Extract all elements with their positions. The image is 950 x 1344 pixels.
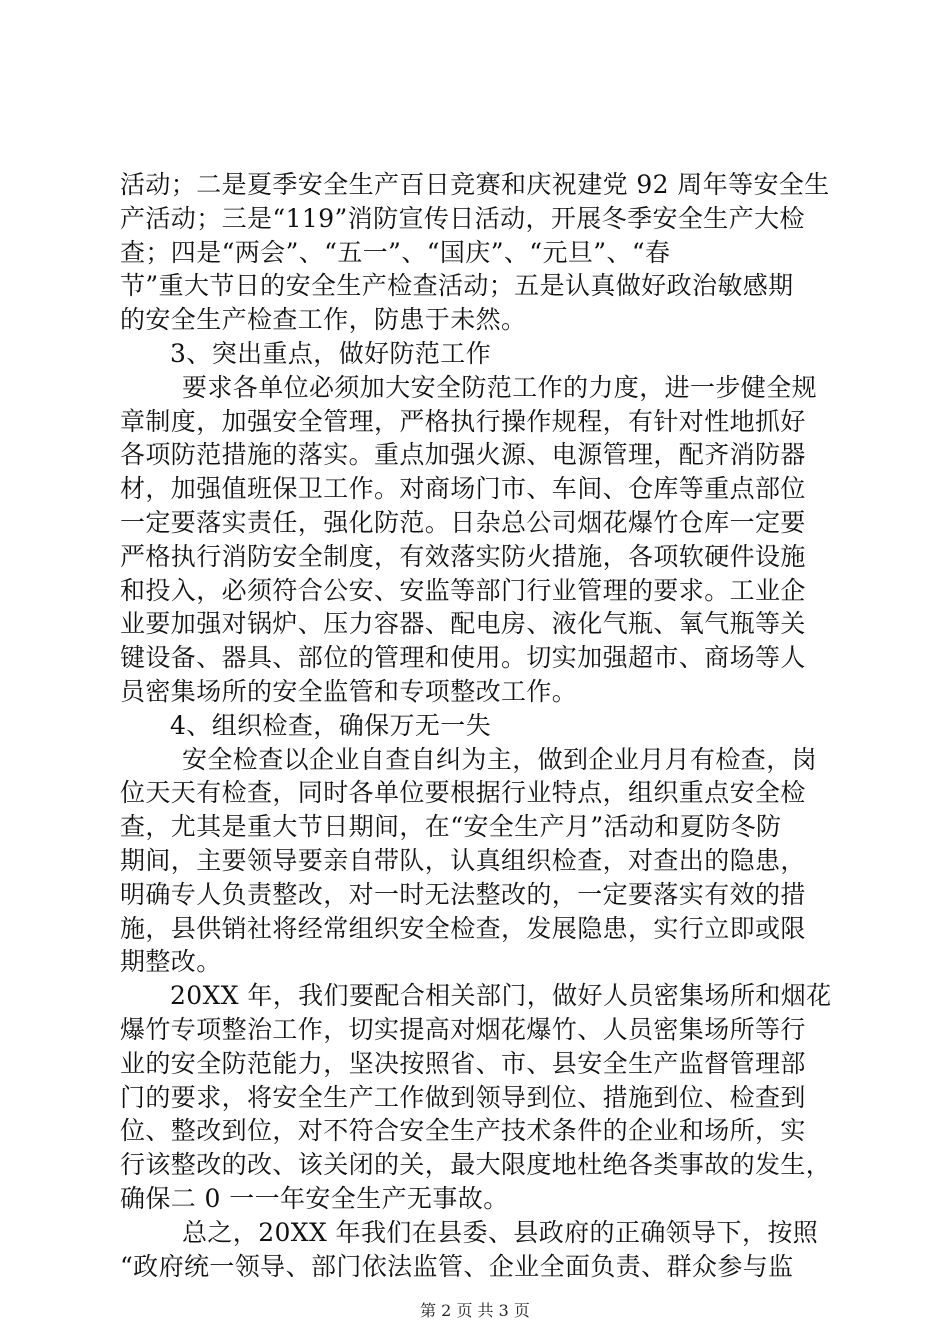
text-line: 一定要落实责任，强化防范。日杂总公司烟花爆竹仓库一定要 [120, 507, 806, 537]
text-line: 确保二 0 一一年安全生产无事故。 [120, 1183, 509, 1213]
text-line: 业要加强对锅炉、压力容器、配电房、液化气瓶、氧气瓶等关 [120, 609, 806, 639]
text-line: 严格执行消防安全制度，有效落实防火措施，各项软硬件设施 [120, 541, 806, 571]
text-line: 期间，主要领导要亲自带队，认真组织检查，对查出的隐患， [120, 845, 806, 875]
text-line: 材，加强值班保卫工作。对商场门市、车间、仓库等重点部位 [120, 474, 806, 504]
text-line: 要求各单位必须加大安全防范工作的力度，进一步健全规 [182, 372, 818, 402]
text-line: 位天天有检查，同时各单位要根据行业特点，组织重点安全检 [120, 778, 806, 808]
text-line: 期整改。 [120, 947, 222, 977]
text-line: 节”重大节日的安全生产检查活动；五是认真做好政治敏感期 [120, 271, 794, 301]
section-heading: 4、组织检查，确保万无一失 [170, 710, 492, 740]
text-line: 安全检查以企业自查自纠为主，做到企业月月有检查，岗 [182, 744, 818, 774]
text-line: 各项防范措施的落实。重点加强火源、电源管理，配齐消防器 [120, 440, 806, 470]
text-line: 20XX 年，我们要配合相关部门，做好人员密集场所和烟花 [170, 981, 832, 1011]
text-line: 行该整改的改、该关闭的关，最大限度地杜绝各类事故的发生， [120, 1150, 832, 1180]
text-line: 门的要求，将安全生产工作做到领导到位、措施到位、检查到 [120, 1082, 806, 1112]
text-line: 的安全生产检查工作，防患于未然。 [120, 305, 527, 335]
text-line: 位、整改到位，对不符合安全生产技术条件的企业和场所，实 [120, 1116, 806, 1146]
section-heading: 3、突出重点，做好防范工作 [170, 338, 492, 368]
text-line: 总之，20XX 年我们在县委、县政府的正确领导下，按照 [182, 1217, 819, 1247]
document-body [120, 168, 842, 1283]
text-line: 查，尤其是重大节日期间，在“安全生产月”活动和夏防冬防 [120, 812, 782, 842]
text-line: 查；四是“两会”、“五一”、“国庆”、“元旦”、“春 [120, 237, 671, 267]
text-line: 业的安全防范能力，坚决按照省、市、县安全生产监督管理部 [120, 1048, 806, 1078]
text-line: 产活动；三是“119”消防宣传日活动，开展冬季安全生产大检 [120, 203, 805, 233]
text-line: 员密集场所的安全监管和专项整改工作。 [120, 676, 578, 706]
text-line: 键设备、器具、部位的管理和使用。切实加强超市、商场等人 [120, 643, 806, 673]
text-line: 活动；二是夏季安全生产百日竞赛和庆祝建党 92 周年等安全生 [120, 170, 830, 199]
text-line: 和投入，必须符合公安、安监等部门行业管理的要求。工业企 [120, 575, 806, 605]
page-number: 第 2 页 共 3 页 [420, 1301, 530, 1320]
text-line: 爆竹专项整治工作，切实提高对烟花爆竹、人员密集场所等行 [120, 1014, 806, 1044]
text-line: 施，县供销社将经常组织安全检查，发展隐患，实行立即或限 [120, 913, 806, 943]
text-line: 章制度，加强安全管理，严格执行操作规程，有针对性地抓好 [120, 406, 806, 436]
text-line: “政府统一领导、部门依法监管、企业全面负责、群众参与监 [120, 1251, 794, 1281]
text-line: 明确专人负责整改，对一时无法整改的，一定要落实有效的措 [120, 879, 806, 909]
